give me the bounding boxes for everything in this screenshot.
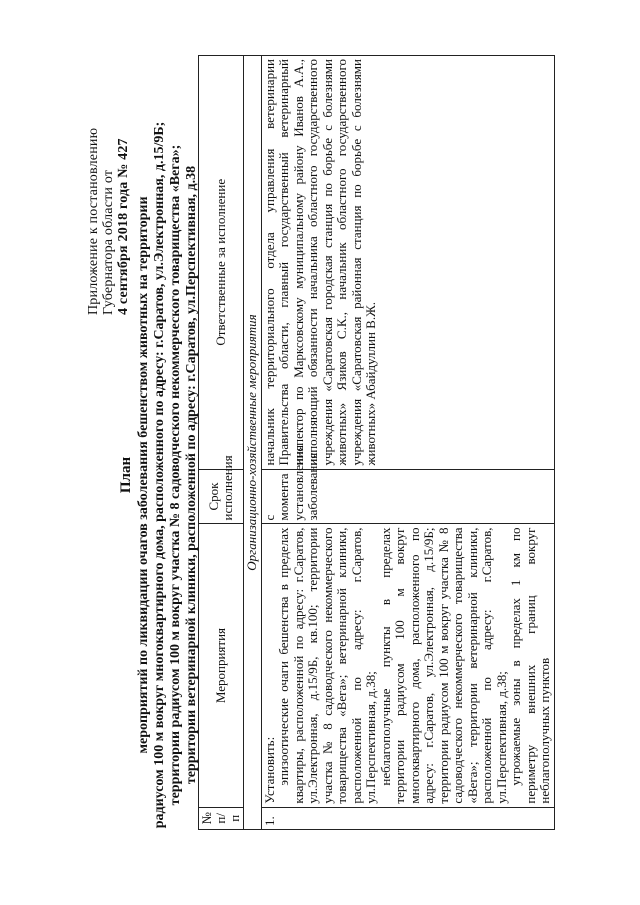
row-term: с момента установления заболевания bbox=[261, 469, 554, 524]
appendix-line-3: 4 сентября 2018 года № 427 bbox=[116, 138, 131, 315]
appendix-line-1: Приложение к постановлению bbox=[86, 127, 101, 315]
action-points: неблагополучные пункты в пределах территории радиусом 100 м вокруг многоквартирного дома, расположенного по адресу: г.Саратов, ул.Электронная, д.15/9Б; территории радиусом 100 м вокруг участка № 8 садоводческого некоммерческого товарищества «Вега»; территории ветеринарной клиники, расположенной по адресу: г.Саратов, ул.Перспективная, д.38; bbox=[377, 527, 509, 804]
action-zones: угрожаемые зоны в пределах 1 км по периметру внешних границ вокруг неблагополучных пунктов bbox=[508, 527, 552, 804]
section-row bbox=[244, 56, 262, 830]
action-intro: Установить: bbox=[261, 736, 277, 804]
appendix-line-2: Губернатора области от bbox=[101, 169, 116, 315]
header-term: Срок исполнения bbox=[199, 469, 244, 524]
action-foci: эпизоотические очаги бешенства в пределах квартиры, расположенной по адресу: г.Саратов, ул.Электронная, д.15/9Б, кв.100; территории участка № 8 садоводческого некоммерческого товарищества «Вега»; ветеринарной клиники, расположенной по адресу: г.Саратов, ул.Перспективная, д.38; bbox=[276, 527, 378, 804]
measures-table bbox=[198, 55, 555, 830]
title-line-4: территории ветеринарной клиники, расположенной по адресу: г.Саратов, ул.Перспективная, д.38 bbox=[184, 165, 199, 785]
table-row bbox=[261, 56, 554, 830]
title-line-1: мероприятий по ликвидации очагов заболевания бешенством животных на территории bbox=[136, 196, 151, 754]
header-responsible: Ответственные за исполнение bbox=[199, 56, 244, 470]
row-action bbox=[261, 524, 554, 807]
row-responsible: начальник территориального отдела управления ветеринарии Правительства области, главный государственный ветеринарный инспектор по Марксовскому муниципальному району Иванов А.А., исполняющий обязанности начальника областного государственного учреждения «Саратовская городская станция по борьбе с болезнями животных» Язиков С.К., начальник областного государственного учреждения «Саратовская районная станция по борьбе с болезнями животных» Абайдуллин В.Ж. bbox=[261, 56, 554, 470]
title-line-2: радиусом 100 м вокруг многоквартирного дома, расположенного по адресу: г.Саратов, ул.Электронная, д.15/9Б; bbox=[152, 121, 167, 829]
title-heading: План bbox=[118, 456, 134, 494]
section-title: Организационно-хозяйственные мероприятия bbox=[244, 56, 262, 830]
document-title bbox=[118, 85, 200, 865]
title-line-3: территории радиусом 100 м вокруг участка № 8 садоводческого некоммерческого товарищества «Вега»; bbox=[168, 144, 183, 806]
row-num: 1. bbox=[261, 807, 554, 829]
header-num: № п/п bbox=[199, 807, 244, 829]
table-header-row bbox=[199, 56, 244, 830]
header-action: Мероприятия bbox=[199, 524, 244, 807]
